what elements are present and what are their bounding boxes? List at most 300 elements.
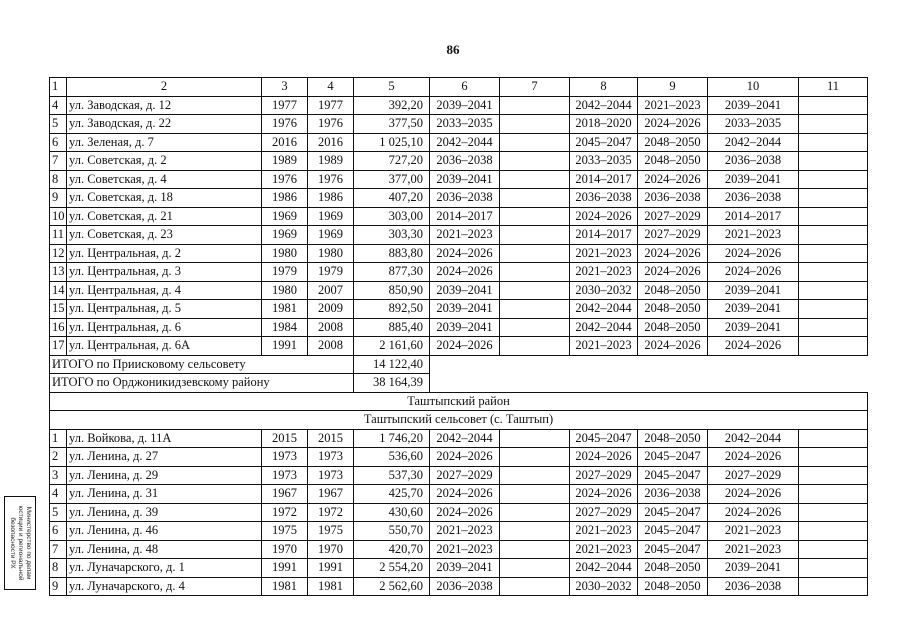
row-number-cell: 17 xyxy=(50,337,67,356)
table-cell xyxy=(799,429,868,448)
table-cell: 303,00 xyxy=(354,207,430,226)
table-row xyxy=(50,448,868,467)
table-row xyxy=(50,540,868,559)
table-cell: 2024–2026 xyxy=(708,244,799,263)
address-cell: ул. Центральная, д. 6 xyxy=(67,318,262,337)
table-cell xyxy=(500,522,570,541)
table-cell: 2024–2026 xyxy=(638,170,708,189)
table-cell: 2039–2041 xyxy=(430,281,500,300)
table-cell: 377,00 xyxy=(354,170,430,189)
table-cell: 1986 xyxy=(262,189,308,208)
table-cell xyxy=(500,207,570,226)
table-cell: 2024–2026 xyxy=(430,337,500,356)
table-cell: 2036–2038 xyxy=(708,577,799,596)
total-value: 14 122,40 xyxy=(354,355,430,374)
table-cell: 2039–2041 xyxy=(708,281,799,300)
table-cell: 1967 xyxy=(308,485,354,504)
row-number-cell: 4 xyxy=(50,96,67,115)
table-cell: 2014–2017 xyxy=(570,226,638,245)
table-cell xyxy=(799,300,868,319)
table-cell: 2021–2023 xyxy=(570,337,638,356)
table-cell: 2024–2026 xyxy=(638,244,708,263)
row-number-cell: 3 xyxy=(50,466,67,485)
table-cell: 2036–2038 xyxy=(638,485,708,504)
table-row xyxy=(50,115,868,134)
table-cell: 727,20 xyxy=(354,152,430,171)
address-cell: ул. Ленина, д. 39 xyxy=(67,503,262,522)
table-cell: 1976 xyxy=(262,115,308,134)
table-cell: 1972 xyxy=(308,503,354,522)
table-cell: 2024–2026 xyxy=(430,448,500,467)
table-cell: 2036–2038 xyxy=(638,189,708,208)
table-cell: 2039–2041 xyxy=(430,300,500,319)
table-cell: 2024–2026 xyxy=(430,244,500,263)
address-cell: ул. Заводская, д. 22 xyxy=(67,115,262,134)
address-cell: ул. Советская, д. 23 xyxy=(67,226,262,245)
table-row xyxy=(50,522,868,541)
table-cell: 2024–2026 xyxy=(638,263,708,282)
table-cell xyxy=(799,466,868,485)
table-cell: 2021–2023 xyxy=(430,226,500,245)
table-cell xyxy=(799,170,868,189)
table-row xyxy=(50,189,868,208)
table-cell xyxy=(799,540,868,559)
table-cell: 2042–2044 xyxy=(570,318,638,337)
table-cell: 1976 xyxy=(308,115,354,134)
table-cell: 2021–2023 xyxy=(638,96,708,115)
table-cell: 2036–2038 xyxy=(708,189,799,208)
column-number-header: 7 xyxy=(500,78,570,97)
table-cell xyxy=(500,337,570,356)
total-row-priiskovy xyxy=(50,355,868,374)
table-cell: 2039–2041 xyxy=(430,559,500,578)
address-cell: ул. Зеленая, д. 7 xyxy=(67,133,262,152)
table-cell: 1980 xyxy=(262,244,308,263)
table-cell xyxy=(799,207,868,226)
table-cell: 1 746,20 xyxy=(354,429,430,448)
table-cell: 2036–2038 xyxy=(570,189,638,208)
stamp-text: Министерство по делам юстиции и региональной безопасности РХ xyxy=(9,505,32,581)
row-number-cell: 11 xyxy=(50,226,67,245)
row-number-cell: 7 xyxy=(50,152,67,171)
table-cell: 2036–2038 xyxy=(430,577,500,596)
table-cell: 1979 xyxy=(262,263,308,282)
table-cell: 550,70 xyxy=(354,522,430,541)
row-number-cell: 13 xyxy=(50,263,67,282)
table-cell: 2 554,20 xyxy=(354,559,430,578)
table-cell: 2014–2017 xyxy=(570,170,638,189)
table-row xyxy=(50,170,868,189)
table-cell: 2042–2044 xyxy=(570,300,638,319)
column-number-header: 2 xyxy=(67,78,262,97)
table-row xyxy=(50,503,868,522)
table-cell xyxy=(500,485,570,504)
column-number-header: 6 xyxy=(430,78,500,97)
table-cell: 1973 xyxy=(308,448,354,467)
address-cell: ул. Центральная, д. 2 xyxy=(67,244,262,263)
table-cell: 2014–2017 xyxy=(430,207,500,226)
address-cell: ул. Советская, д. 18 xyxy=(67,189,262,208)
table-cell xyxy=(500,577,570,596)
address-cell: ул. Центральная, д. 5 xyxy=(67,300,262,319)
table-cell: 2021–2023 xyxy=(570,522,638,541)
table-cell: 2009 xyxy=(308,300,354,319)
table-row xyxy=(50,466,868,485)
row-number-cell: 4 xyxy=(50,485,67,504)
table-cell xyxy=(799,337,868,356)
district-title-cell: Таштыпский район xyxy=(50,392,868,411)
table-cell: 420,70 xyxy=(354,540,430,559)
table-cell xyxy=(500,263,570,282)
row-number-cell: 5 xyxy=(50,503,67,522)
table-row xyxy=(50,281,868,300)
table-cell xyxy=(799,503,868,522)
table-cell: 2015 xyxy=(262,429,308,448)
row-number-cell: 15 xyxy=(50,300,67,319)
total-label: ИТОГО по Орджоникидзевскому району xyxy=(50,374,354,393)
table-cell xyxy=(799,559,868,578)
address-cell: ул. Войкова, д. 11А xyxy=(67,429,262,448)
column-number-header: 3 xyxy=(262,78,308,97)
table-cell: 2048–2050 xyxy=(638,152,708,171)
table-cell: 2036–2038 xyxy=(430,189,500,208)
table-row xyxy=(50,152,868,171)
address-cell: ул. Ленина, д. 48 xyxy=(67,540,262,559)
table-cell: 2021–2023 xyxy=(570,540,638,559)
table-cell: 2008 xyxy=(308,337,354,356)
table-cell xyxy=(500,133,570,152)
table-cell: 2016 xyxy=(262,133,308,152)
table-cell xyxy=(799,96,868,115)
table-cell xyxy=(500,170,570,189)
table-cell xyxy=(500,115,570,134)
table-cell: 1973 xyxy=(308,466,354,485)
table-cell: 1 025,10 xyxy=(354,133,430,152)
table-cell: 850,90 xyxy=(354,281,430,300)
table-cell: 1984 xyxy=(262,318,308,337)
column-number-header: 9 xyxy=(638,78,708,97)
table-cell: 2024–2026 xyxy=(708,337,799,356)
table-row xyxy=(50,429,868,448)
table-cell: 1979 xyxy=(308,263,354,282)
table-cell: 392,20 xyxy=(354,96,430,115)
table-cell xyxy=(799,226,868,245)
table-cell: 2021–2023 xyxy=(570,263,638,282)
table-cell: 1967 xyxy=(262,485,308,504)
row-number-cell: 9 xyxy=(50,189,67,208)
table-cell: 2024–2026 xyxy=(570,207,638,226)
table-cell: 2024–2026 xyxy=(708,448,799,467)
table-cell: 2021–2023 xyxy=(430,540,500,559)
table-cell: 2024–2026 xyxy=(570,448,638,467)
table-cell: 2027–2029 xyxy=(708,466,799,485)
table-cell: 2021–2023 xyxy=(708,540,799,559)
row-number-cell: 9 xyxy=(50,577,67,596)
table-cell: 1980 xyxy=(262,281,308,300)
table-cell: 1970 xyxy=(308,540,354,559)
table-cell: 2042–2044 xyxy=(570,96,638,115)
total-value: 38 164,39 xyxy=(354,374,430,393)
table-cell: 2008 xyxy=(308,318,354,337)
table-cell: 2027–2029 xyxy=(430,466,500,485)
table-cell xyxy=(799,522,868,541)
table-cell: 2024–2026 xyxy=(430,485,500,504)
table-cell: 1976 xyxy=(262,170,308,189)
table-cell: 2021–2023 xyxy=(708,226,799,245)
address-cell: ул. Заводская, д. 12 xyxy=(67,96,262,115)
empty-cell xyxy=(430,374,868,393)
table-cell xyxy=(500,540,570,559)
address-cell: ул. Луначарского, д. 4 xyxy=(67,577,262,596)
table-row xyxy=(50,337,868,356)
table-cell: 1969 xyxy=(308,207,354,226)
table-cell: 1973 xyxy=(262,448,308,467)
address-cell: ул. Ленина, д. 29 xyxy=(67,466,262,485)
table-cell: 303,30 xyxy=(354,226,430,245)
row-number-cell: 2 xyxy=(50,448,67,467)
table-cell: 1991 xyxy=(262,559,308,578)
table-cell: 2042–2044 xyxy=(708,429,799,448)
table-cell xyxy=(500,429,570,448)
table-row xyxy=(50,263,868,282)
table-cell: 2024–2026 xyxy=(638,115,708,134)
table-cell: 2045–2047 xyxy=(570,133,638,152)
table-cell: 1986 xyxy=(308,189,354,208)
table-cell: 2036–2038 xyxy=(708,152,799,171)
address-cell: ул. Советская, д. 2 xyxy=(67,152,262,171)
table-cell: 2042–2044 xyxy=(570,559,638,578)
address-cell: ул. Советская, д. 21 xyxy=(67,207,262,226)
row-number-cell: 6 xyxy=(50,522,67,541)
table-cell: 1981 xyxy=(308,577,354,596)
council-title-cell: Таштыпский сельсовет (с. Таштып) xyxy=(50,411,868,430)
table-cell: 2042–2044 xyxy=(430,133,500,152)
table-cell: 883,80 xyxy=(354,244,430,263)
row-number-cell: 8 xyxy=(50,170,67,189)
table-cell: 2024–2026 xyxy=(430,263,500,282)
table-cell: 2030–2032 xyxy=(570,281,638,300)
table-cell: 1972 xyxy=(262,503,308,522)
table-cell xyxy=(500,244,570,263)
ministry-stamp xyxy=(4,496,36,590)
table-cell: 2039–2041 xyxy=(708,318,799,337)
table-row xyxy=(50,559,868,578)
table-cell: 2 562,60 xyxy=(354,577,430,596)
table-cell: 2021–2023 xyxy=(430,522,500,541)
table-cell xyxy=(799,485,868,504)
table-row xyxy=(50,244,868,263)
row-number-cell: 12 xyxy=(50,244,67,263)
table-cell: 1969 xyxy=(308,226,354,245)
table-cell xyxy=(500,152,570,171)
table-cell: 1991 xyxy=(308,559,354,578)
address-cell: ул. Ленина, д. 31 xyxy=(67,485,262,504)
row-number-cell: 8 xyxy=(50,559,67,578)
table-cell: 2045–2047 xyxy=(638,503,708,522)
address-cell: ул. Центральная, д. 6А xyxy=(67,337,262,356)
table-cell: 1973 xyxy=(262,466,308,485)
column-number-header: 5 xyxy=(354,78,430,97)
address-cell: ул. Советская, д. 4 xyxy=(67,170,262,189)
column-number-header: 10 xyxy=(708,78,799,97)
table-cell xyxy=(799,133,868,152)
housing-repair-schedule-table xyxy=(49,77,868,596)
row-number-cell: 7 xyxy=(50,540,67,559)
table-cell: 2048–2050 xyxy=(638,559,708,578)
table-cell: 1989 xyxy=(262,152,308,171)
column-number-header: 8 xyxy=(570,78,638,97)
table-cell: 2039–2041 xyxy=(708,300,799,319)
table-cell xyxy=(500,226,570,245)
table-cell: 2027–2029 xyxy=(570,503,638,522)
table-cell xyxy=(500,559,570,578)
column-number-header: 4 xyxy=(308,78,354,97)
row-number-cell: 6 xyxy=(50,133,67,152)
table-cell: 2024–2026 xyxy=(430,503,500,522)
table-cell xyxy=(500,448,570,467)
table-cell: 2033–2035 xyxy=(570,152,638,171)
table-cell: 430,60 xyxy=(354,503,430,522)
table-cell xyxy=(500,189,570,208)
column-number-header: 11 xyxy=(799,78,868,97)
table-cell: 2042–2044 xyxy=(708,133,799,152)
table-cell: 2039–2041 xyxy=(430,96,500,115)
row-number-cell: 5 xyxy=(50,115,67,134)
table-cell: 2021–2023 xyxy=(570,244,638,263)
column-number-header: 1 xyxy=(50,78,67,97)
table-cell xyxy=(799,577,868,596)
table-cell: 1981 xyxy=(262,577,308,596)
table-cell xyxy=(799,189,868,208)
table-row xyxy=(50,485,868,504)
table-cell: 2027–2029 xyxy=(638,207,708,226)
table-cell xyxy=(500,300,570,319)
table-cell xyxy=(500,281,570,300)
column-number-row xyxy=(50,78,868,97)
table-cell: 2027–2029 xyxy=(638,226,708,245)
table-cell: 2039–2041 xyxy=(430,318,500,337)
council-title xyxy=(50,411,868,430)
empty-cell xyxy=(430,355,868,374)
table-cell: 2024–2026 xyxy=(708,503,799,522)
row-number-cell: 14 xyxy=(50,281,67,300)
table-cell: 2048–2050 xyxy=(638,318,708,337)
table-cell xyxy=(799,115,868,134)
table-cell: 2048–2050 xyxy=(638,577,708,596)
table-row xyxy=(50,96,868,115)
page-number: 86 xyxy=(446,42,460,57)
table-cell: 1981 xyxy=(262,300,308,319)
table-cell: 537,30 xyxy=(354,466,430,485)
address-cell: ул. Центральная, д. 4 xyxy=(67,281,262,300)
table-cell: 2014–2017 xyxy=(708,207,799,226)
table-cell: 2036–2038 xyxy=(430,152,500,171)
table-row xyxy=(50,300,868,319)
table-cell: 2030–2032 xyxy=(570,577,638,596)
table-cell: 1991 xyxy=(262,337,308,356)
table-cell: 2039–2041 xyxy=(708,170,799,189)
table-cell: 1977 xyxy=(262,96,308,115)
table-row xyxy=(50,207,868,226)
table-cell: 2027–2029 xyxy=(570,466,638,485)
table-cell: 1970 xyxy=(262,540,308,559)
table-cell: 2033–2035 xyxy=(430,115,500,134)
table-cell: 2048–2050 xyxy=(638,300,708,319)
table-cell: 2016 xyxy=(308,133,354,152)
table-cell: 2021–2023 xyxy=(708,522,799,541)
table-cell: 2039–2041 xyxy=(430,170,500,189)
row-number-cell: 10 xyxy=(50,207,67,226)
total-label: ИТОГО по Приисковому сельсовету xyxy=(50,355,354,374)
table-cell: 2045–2047 xyxy=(638,540,708,559)
table-cell: 407,20 xyxy=(354,189,430,208)
table-cell: 2024–2026 xyxy=(708,485,799,504)
table-cell: 2 161,60 xyxy=(354,337,430,356)
table-cell: 2018–2020 xyxy=(570,115,638,134)
table-cell xyxy=(799,263,868,282)
table-cell xyxy=(500,318,570,337)
table-cell: 2048–2050 xyxy=(638,429,708,448)
table-row xyxy=(50,318,868,337)
table-cell: 2033–2035 xyxy=(708,115,799,134)
table-row xyxy=(50,133,868,152)
table-cell: 885,40 xyxy=(354,318,430,337)
table-cell xyxy=(500,96,570,115)
district-title xyxy=(50,392,868,411)
table-cell: 2045–2047 xyxy=(638,448,708,467)
row-number-cell: 16 xyxy=(50,318,67,337)
table-cell xyxy=(500,466,570,485)
table-cell: 1975 xyxy=(262,522,308,541)
table-cell: 2045–2047 xyxy=(570,429,638,448)
total-row-ordzhonikidze xyxy=(50,374,868,393)
table-cell: 2007 xyxy=(308,281,354,300)
table-row xyxy=(50,226,868,245)
address-cell: ул. Ленина, д. 27 xyxy=(67,448,262,467)
table-cell: 2045–2047 xyxy=(638,522,708,541)
address-cell: ул. Луначарского, д. 1 xyxy=(67,559,262,578)
table-cell: 1989 xyxy=(308,152,354,171)
address-cell: ул. Ленина, д. 46 xyxy=(67,522,262,541)
table-cell: 425,70 xyxy=(354,485,430,504)
table-cell: 2024–2026 xyxy=(638,337,708,356)
table-cell: 2042–2044 xyxy=(430,429,500,448)
table-cell: 377,50 xyxy=(354,115,430,134)
table-cell: 2048–2050 xyxy=(638,281,708,300)
table-cell xyxy=(799,318,868,337)
table-cell: 892,50 xyxy=(354,300,430,319)
table-cell: 877,30 xyxy=(354,263,430,282)
table-cell: 2045–2047 xyxy=(638,466,708,485)
table-row xyxy=(50,577,868,596)
table-cell xyxy=(799,281,868,300)
table-cell: 1977 xyxy=(308,96,354,115)
table-cell: 2039–2041 xyxy=(708,96,799,115)
table-cell: 1980 xyxy=(308,244,354,263)
table-cell: 1975 xyxy=(308,522,354,541)
table-cell xyxy=(799,448,868,467)
table-cell: 536,60 xyxy=(354,448,430,467)
table-cell: 2024–2026 xyxy=(570,485,638,504)
table-cell: 1969 xyxy=(262,226,308,245)
table-cell: 1976 xyxy=(308,170,354,189)
table-cell xyxy=(500,503,570,522)
address-cell: ул. Центральная, д. 3 xyxy=(67,263,262,282)
table-cell: 2048–2050 xyxy=(638,133,708,152)
table-cell xyxy=(799,244,868,263)
table-cell: 2024–2026 xyxy=(708,263,799,282)
table-cell: 2015 xyxy=(308,429,354,448)
